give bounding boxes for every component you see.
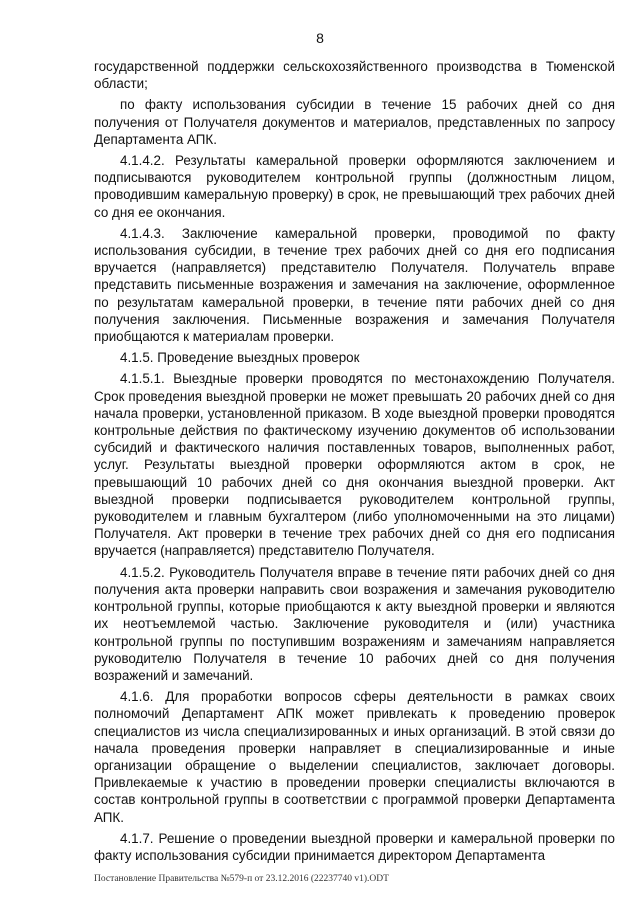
paragraph: 4.1.4.2. Результаты камеральной проверки оформляются заключением и подписываются руководителем контрольной группы (должностным лицом, проводившим камеральную проверку) в срок, не превышающий трех рабочих дней со дня ее окончания. <box>94 153 615 220</box>
paragraph: 4.1.6. Для проработки вопросов сферы деятельности в рамках своих полномочий Департамент АПК может привлекать к проведению проверок специалистов из числа специализированных и иных организаций. В этой связи до начала проведения проверки направляет в специализированные и иные организации обращение о выделении специалистов, заключает договоры. Привлекаемые к участию в проведении проверки специалисты включаются в состав контрольной группы в соответствии с программой проверки Департамента АПК. <box>94 689 615 825</box>
paragraph: 4.1.7. Решение о проведении выездной проверки и камеральной проверки по факту использования субсидии принимается директором Департамента <box>94 830 615 863</box>
paragraph: 4.1.5.1. Выездные проверки проводятся по местонахождению Получателя. Срок проведения выездной проверки не может превышать 20 рабочих дней со дня начала проверки, установленной приказом. В ходе выездной проверки проводятся контрольные действия по фактическому изучению документов об использовании субсидий и фактического наличия поставленных товаров, выполненных работ, услуг. Результаты выездной проверки оформляются актом в срок, не превышающий 10 рабочих дней со дня окончания выездной проверки. Акт выездной проверки подписывается руководителем контрольной группы, руководителем и главным бухгалтером (либо уполномоченными на это лицами) Получателя. Акт проверки в течение трех рабочих дней со дня его подписания вручается (направляется) представителю Получателя. <box>94 371 615 559</box>
paragraph: по факту использования субсидии в течение 15 рабочих дней со дня получения от Получателя документов и материалов, представленных по запросу Департамента АПК. <box>94 97 615 147</box>
page-number: 8 <box>316 30 324 46</box>
section-heading: 4.1.5. Проведение выездных проверок <box>120 350 360 366</box>
paragraph: 4.1.4.3. Заключение камеральной проверки, проводимой по факту использования субсидии, в течение трех рабочих дней со дня его подписания вручается (направляется) представителю Получателя. Получатель вправе представить письменные возражения и замечания на заключение, оформленное по результатам камеральной проверки, в течение пяти рабочих дней со дня получения заключения. Письменные возражения и замечания Получателя приобщаются к материалам проверки. <box>94 225 615 345</box>
document-body <box>94 58 615 868</box>
paragraph: государственной поддержки сельскохозяйственного производства в Тюменской области; <box>94 59 615 92</box>
paragraph: 4.1.5.2. Руководитель Получателя вправе в течение пяти рабочих дней со дня получения акта проверки направить свои возражения и замечания руководителю контрольной группы, которые приобщаются к акту выездной проверки и являются их неотъемлемой частью. Заключение руководителя и (или) участника контрольной группы по поступившим возражениям и замечаниям направляется руководителю Получателя в течение 10 рабочих дней со дня получения возражений и замечаний. <box>94 564 615 683</box>
document-footer: Постановление Правительства №579-п от 23.12.2016 (22237740 v1).ODT <box>94 874 389 884</box>
